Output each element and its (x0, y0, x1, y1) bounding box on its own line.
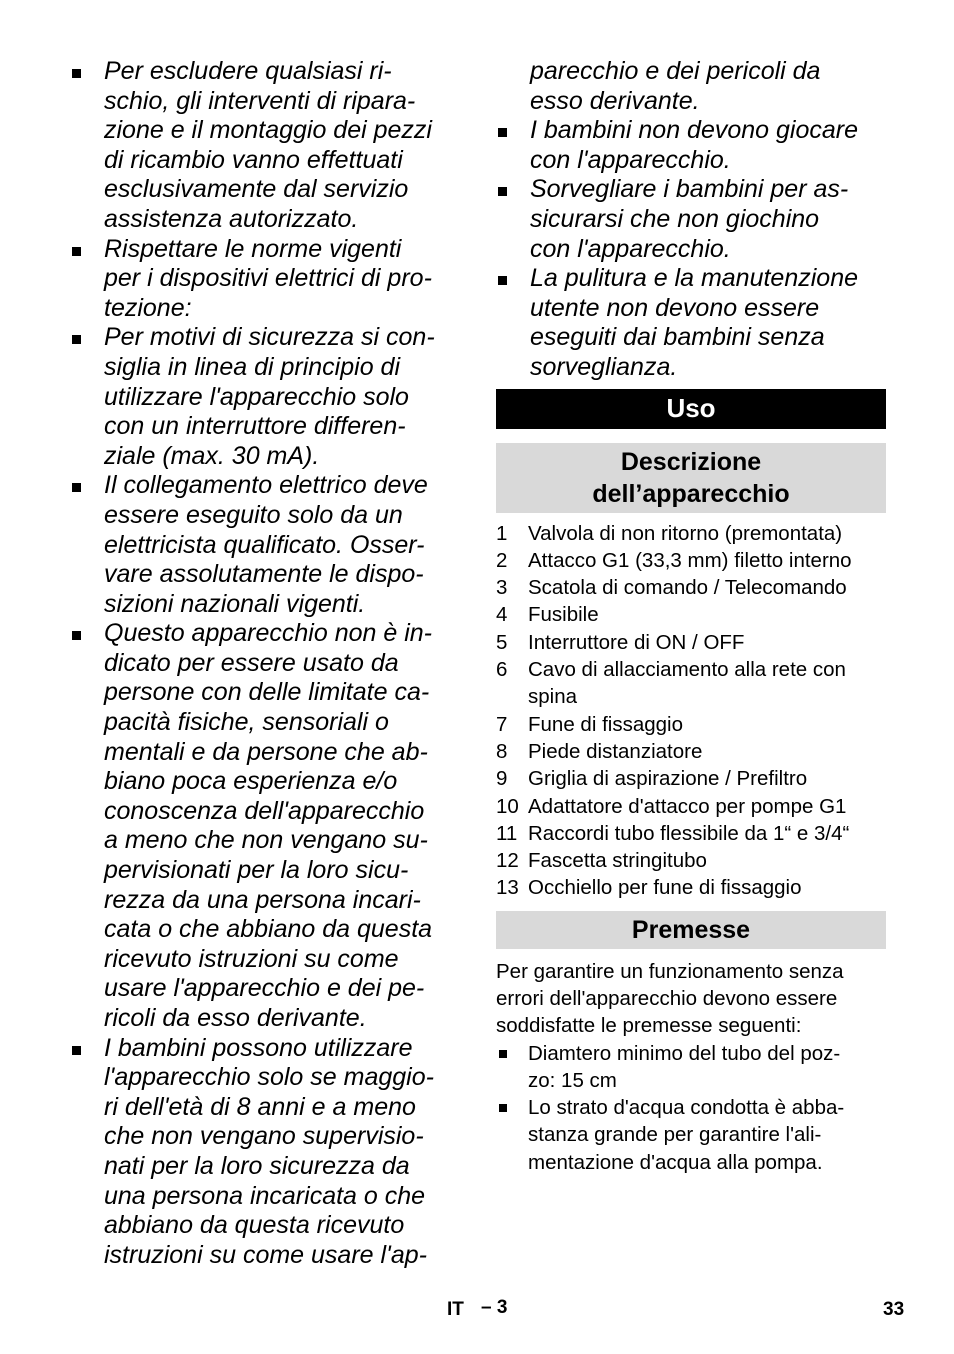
bullet-text: Per escludere qualsiasi ri- schio, gli interventi di ripara- zione e il montaggio dei pezzi di ricambio vanno effettuati esclusivamente dal servizio assistenza autorizzato. (104, 57, 432, 233)
parts-list-item (496, 738, 886, 765)
footer-page-number: 33 (883, 1299, 905, 1320)
safety-bullet-list (70, 57, 470, 1270)
bullet-text: Questo apparecchio non è in- dicato per essere usato da persone con delle limitate ca- pacità fisiche, sensoriali o mentali e da persone che ab- biano poca esperienza e/o conoscenza dell'apparecchio a meno che non vengano su- pervisionati per la loro sicu- rezza da una persona incari- cata o che abbiano da questa ricevuto istruzioni su come usare l'apparecchio e dei pe- ricoli da esso derivante. (104, 619, 433, 1032)
part-number: 9 (496, 767, 508, 791)
part-text: Raccordi tubo flessibile da 1“ e 3/4“ (528, 821, 850, 845)
part-number: 10 (496, 794, 519, 818)
footer-language: IT (447, 1299, 464, 1320)
part-number: 1 (496, 521, 508, 545)
parts-list-item (496, 793, 886, 820)
part-text: Piede distanziatore (528, 739, 703, 763)
part-number: 8 (496, 739, 508, 763)
part-text: Valvola di non ritorno (premontata) (528, 521, 843, 545)
safety-bullet-item (70, 323, 470, 471)
bullet-text: Sorvegliare i bambini per as- sicurarsi che non giochino con l'apparecchio. (530, 175, 849, 263)
parts-list-item (496, 547, 886, 574)
part-number: 11 (496, 821, 518, 845)
safety-bullet-item (70, 471, 470, 619)
parts-list-item (496, 820, 886, 847)
safety-bullet-item (70, 235, 470, 324)
square-bullet-icon (72, 631, 81, 640)
square-bullet-icon (498, 187, 507, 196)
bullet-text: Il collegamento elettrico deve essere eseguito solo da un elettricista qualificato. Osser- vare assolutamente le dispo- sizioni nazionali vigenti. (104, 471, 428, 618)
parts-list-item (496, 711, 886, 738)
safety-bullet-item (496, 175, 886, 264)
part-text: Scatola di comando / Telecomando (528, 576, 847, 600)
square-bullet-icon (72, 69, 81, 78)
square-bullet-icon (498, 128, 507, 137)
right-column (496, 57, 886, 1176)
safety-bullet-item (70, 1034, 470, 1271)
square-bullet-icon (72, 1046, 81, 1055)
square-bullet-icon (72, 247, 81, 256)
part-text: Griglia di aspirazione / Prefiltro (528, 767, 808, 791)
part-text: Fusibile (528, 603, 599, 627)
part-number: 6 (496, 658, 508, 682)
part-number: 13 (496, 876, 519, 900)
safety-bullet-item (496, 116, 886, 175)
part-number: 4 (496, 603, 508, 627)
bullet-text: Per motivi di sicurezza si con- siglia in linea di principio di utilizzare l'apparecchio solo con un interruttore differen- ziale (max. 30 mA). (104, 323, 435, 470)
part-number: 12 (496, 849, 519, 873)
premises-item (496, 1094, 886, 1176)
left-column (70, 57, 470, 1270)
premises-intro: Per garantire un funzionamento senza errori dell'apparecchio devono essere soddisfatte le premesse seguenti: (496, 959, 844, 1038)
part-text: Fascetta stringitubo (528, 849, 707, 873)
safety-bullet-item (496, 264, 886, 382)
safety-bullet-item (70, 57, 470, 235)
part-number: 7 (496, 712, 508, 736)
part-text: Fune di fissaggio (528, 712, 683, 736)
square-bullet-icon (72, 335, 81, 344)
part-number: 2 (496, 548, 508, 572)
parts-list-item (496, 574, 886, 601)
safety-bullet-item (70, 619, 470, 1033)
section-title-uso: Uso (496, 389, 886, 429)
footer-section-page: – 3 (481, 1297, 508, 1318)
part-text: Cavo di allacciamento alla rete con spina (528, 658, 846, 709)
premises-list (496, 1040, 886, 1176)
children-bullet-list (496, 116, 886, 382)
part-text: Interruttore di ON / OFF (528, 630, 745, 654)
parts-list-item (496, 601, 886, 628)
part-number: 5 (496, 630, 508, 654)
bullet-text: La pulitura e la manutenzione utente non devono essere eseguiti dai bambini senza sorveglianza. (530, 264, 859, 381)
bullet-text: I bambini non devono giocare con l'apparecchio. (530, 116, 859, 174)
premises-item (496, 1040, 886, 1095)
part-text: Occhiello per fune di fissaggio (528, 876, 802, 900)
parts-list-item (496, 874, 886, 901)
premises-heading: Premesse (496, 911, 886, 949)
square-bullet-icon (499, 1050, 507, 1058)
premises-text: Lo strato d'acqua condotta è abba- stanza grande per garantire l'ali- mentazione d'acqua alla pompa. (528, 1096, 845, 1174)
premises-text: Diamtero minimo del tubo del poz- zo: 15 cm (528, 1041, 841, 1092)
continued-bullet-text: parecchio e dei pericoli da esso derivante. (530, 57, 821, 115)
bullet-text: Rispettare le norme vigenti per i dispositivi elettrici di pro- tezione: (104, 234, 432, 322)
part-text: Adattatore d'attacco per pompe G1 (528, 794, 847, 818)
part-text: Attacco G1 (33,3 mm) filetto interno (528, 548, 852, 572)
parts-list-item (496, 656, 886, 711)
square-bullet-icon (498, 276, 507, 285)
square-bullet-icon (499, 1104, 507, 1112)
parts-list (496, 520, 886, 902)
parts-list-item (496, 847, 886, 874)
parts-list-item (496, 629, 886, 656)
part-number: 3 (496, 576, 508, 600)
parts-list-item (496, 765, 886, 792)
square-bullet-icon (72, 483, 81, 492)
bullet-text: I bambini possono utilizzare l'apparecchio solo se maggio- ri dell'età di 8 anni e a meno che non vengano supervisio- nati per la loro sicurezza da una persona incaricata o che abbiano da questa ricevuto istruzioni su come usare l'ap- (104, 1033, 434, 1269)
description-heading: Descrizione dell’apparecchio (496, 443, 886, 513)
parts-list-item (496, 520, 886, 547)
